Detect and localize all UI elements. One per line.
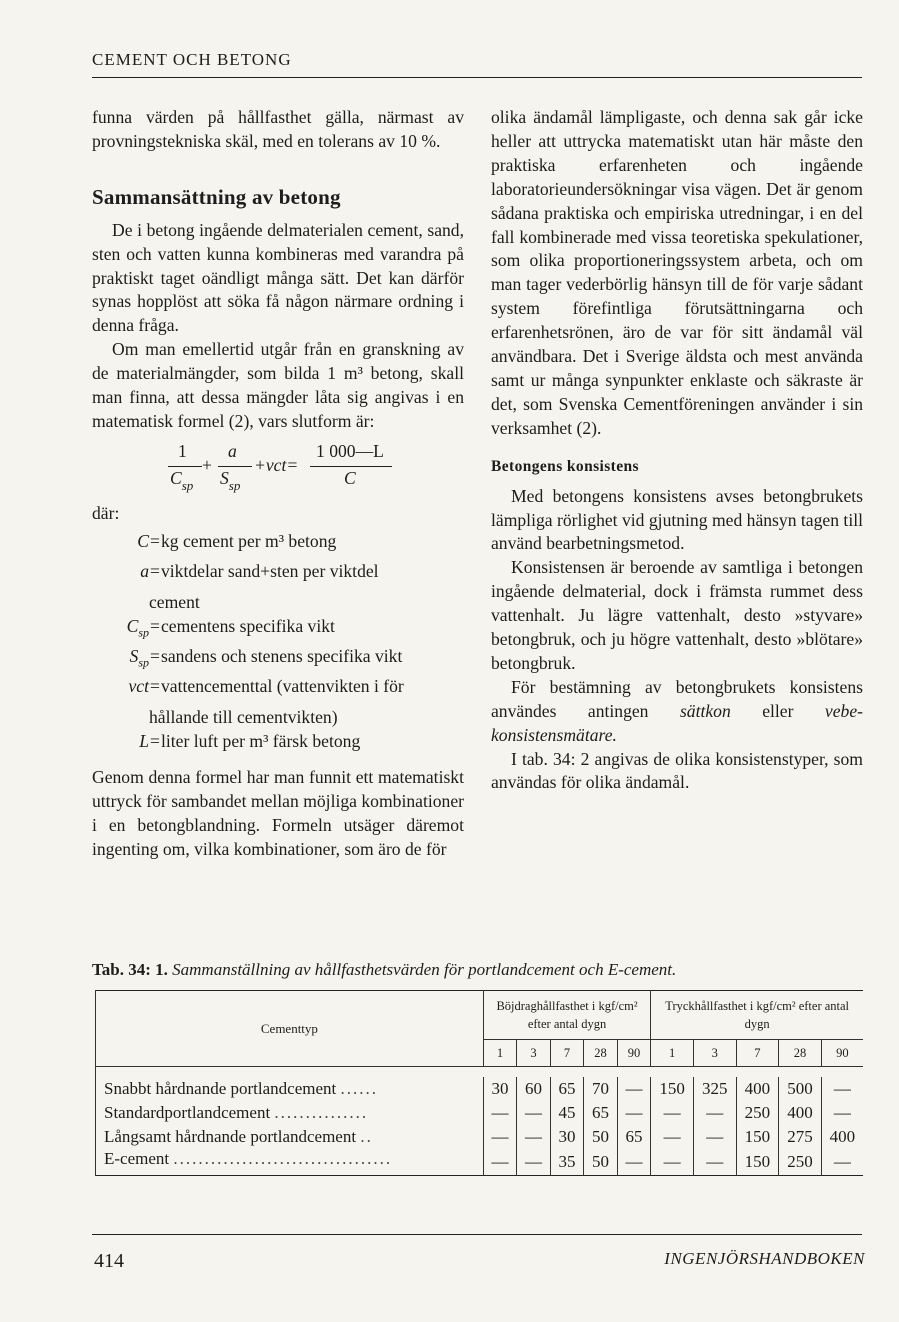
table-cell: 250 — [779, 1149, 822, 1176]
column-header-bending: Böjdraghållfasthet i kgf/cm² efter antal dygn — [483, 991, 651, 1040]
footer-rule — [92, 1234, 862, 1235]
table-cell: — — [821, 1149, 863, 1176]
definition-row — [92, 675, 464, 705]
day-header: 3 — [693, 1040, 736, 1067]
table-cell: — — [517, 1149, 551, 1176]
equals-sign: = — [150, 645, 160, 666]
formula-numerator: 1 — [178, 440, 187, 461]
table-cell: 45 — [550, 1101, 584, 1125]
book-title: INGENJÖRSHANDBOKEN — [664, 1249, 865, 1268]
table-cell: — — [651, 1101, 694, 1125]
table-cell: 30 — [550, 1125, 584, 1149]
table-cell: 400 — [736, 1077, 779, 1101]
table-cell: 35 — [550, 1149, 584, 1176]
definition-text: liter luft per m³ färsk betong — [161, 730, 361, 751]
page-number: 414 — [94, 1250, 124, 1272]
definition-text: kg cement per m³ betong — [161, 530, 337, 551]
formula-denominator: $C_{sp}$ — [170, 467, 194, 494]
paragraph: För bestämning av betongbrukets konsistens användes antingen sättkon eller vebe-konsistensmätare. — [491, 676, 863, 745]
right-column — [491, 106, 863, 795]
formula-numerator: 1 000—L — [316, 440, 384, 461]
definition-text: vattencementtal (vattenvikten i för — [161, 676, 404, 697]
strength-table — [95, 990, 863, 1176]
definition-symbol: a — [140, 561, 149, 582]
formula-term: +vct= — [254, 454, 299, 475]
dar-label: där: — [92, 502, 120, 523]
table-cell: — — [483, 1101, 517, 1125]
table-cell: 150 — [736, 1149, 779, 1176]
table-cell: — — [693, 1101, 736, 1125]
paragraph: funna värden på hållfasthet gälla, närmast av provningstekniska skäl, med en tolerans av 10 %. — [92, 107, 464, 151]
equals-sign: = — [150, 676, 160, 697]
left-column — [92, 106, 464, 862]
definition-symbol: vct — [128, 676, 149, 697]
table-cell: 60 — [517, 1077, 551, 1101]
column-header-compression: Tryckhållfasthet i kgf/cm² efter antal dygn — [651, 991, 863, 1040]
definition-row — [92, 615, 464, 645]
definition-text: cementens specifika vikt — [161, 615, 335, 636]
table-cell: 65 — [550, 1077, 584, 1101]
table-number: Tab. 34: 1. — [92, 960, 168, 979]
day-header: 7 — [736, 1040, 779, 1067]
table-cell: 325 — [693, 1077, 736, 1101]
definition-row — [92, 645, 464, 675]
table-cell: 250 — [736, 1101, 779, 1125]
day-header: 28 — [584, 1040, 618, 1067]
row-label: Standardportlandcement ............... — [96, 1101, 484, 1125]
table-cell: — — [693, 1125, 736, 1149]
table-cell: 400 — [821, 1125, 863, 1149]
definition-symbol: L — [139, 730, 149, 751]
row-label: Snabbt hårdnande portlandcement ...... — [96, 1077, 484, 1101]
row-label: Långsamt hårdnande portlandcement .. — [96, 1125, 484, 1149]
paragraph: Om man emellertid utgår från en granskning av de materialmängder, som bilda 1 m³ betong, skall man finna, att dessa mängder låta sig angivas i en matematisk formel (2), vars slutform är: — [92, 339, 464, 431]
paragraph: I tab. 34: 2 angivas de olika konsistenstyper, som användas för olika ändamål. — [491, 748, 863, 793]
paragraph: Med betongens konsistens avses betongbrukets lämpliga rörlighet vid gjutning med hänsyn tagen till använd bearbetningsmetod. — [491, 485, 863, 554]
table-cell: — — [517, 1101, 551, 1125]
day-header: 90 — [821, 1040, 863, 1067]
day-header: 90 — [617, 1040, 651, 1067]
table-cell: — — [651, 1149, 694, 1176]
table-cell: 65 — [584, 1101, 618, 1125]
table-cell: 150 — [736, 1125, 779, 1149]
paragraph: Genom denna formel har man funnit ett matematiskt uttryck för sambandet mellan möjliga kombinationer i en betongblandning. Formeln utsäger däremot ingenting om, vilka kombinationer, som äro de för — [92, 767, 464, 859]
table-cell: — — [483, 1125, 517, 1149]
emphasis-term: sättkon — [679, 700, 731, 721]
table-caption — [92, 960, 862, 980]
table-cell: — — [483, 1149, 517, 1176]
table-cell: 30 — [483, 1077, 517, 1101]
definition-symbol: C — [137, 530, 149, 551]
table-cell: — — [693, 1149, 736, 1176]
section-title: Sammansättning av betong — [92, 184, 341, 209]
definition-row — [92, 530, 464, 560]
table-row — [96, 1125, 864, 1149]
table-cell: 275 — [779, 1125, 822, 1149]
subsection-title: Betongens konsistens — [491, 457, 639, 475]
paragraph: olika ändamål lämpligaste, och denna sak går icke heller att uttrycka matematiskt utan här måste den praktiska erfarenheten och ingående laboratorieundersökningar visa vägen. Det är genom sådana praktiska och empiriska utredningar, i en del fall kombinerade med vissa teoretiska spekulationer, som olika proportioneringssystem arbeta, och om man tager vederbörlig hänsyn till de för varje sådant system förefintliga förutsättningarna och erfarenhetsrönen, äro de var för sitt ändamål väl användbara. Det i Sverige äldsta och mest använda samt ur många synpunkter enklaste och säkraste är det, som Svenska Cementföreningen använder i sin verksamhet (2). — [491, 107, 863, 438]
definition-list — [92, 530, 464, 760]
table-row — [96, 1149, 864, 1176]
equals-sign: = — [150, 730, 160, 751]
table-cell: — — [617, 1149, 651, 1176]
day-header: 7 — [550, 1040, 584, 1067]
header-rule — [92, 77, 862, 78]
table-cell: 400 — [779, 1101, 822, 1125]
table-cell: — — [517, 1125, 551, 1149]
paragraph: De i betong ingående delmaterialen cement, sand, sten och vatten kunna kombineras med varandra på praktiskt taget oändligt många sätt. Det kan därför synas hopplöst att söka få någon närmare ordning i denna fråga. — [92, 219, 464, 336]
table-row — [96, 1101, 864, 1125]
table-title: Sammanställning av hållfasthetsvärden för portlandcement och E-cement. — [172, 960, 677, 979]
equals-sign: = — [150, 615, 160, 636]
definition-symbol: $C_{sp}$ — [126, 615, 149, 640]
definition-text: sandens och stenens specifika vikt — [161, 645, 403, 666]
day-header: 1 — [483, 1040, 517, 1067]
column-header-type: Cementtyp — [96, 991, 484, 1067]
equals-sign: = — [150, 530, 160, 551]
table-row — [96, 1077, 864, 1101]
definition-row — [92, 730, 464, 760]
day-header: 28 — [779, 1040, 822, 1067]
definition-continuation: cement — [149, 591, 200, 612]
table-cell: 150 — [651, 1077, 694, 1101]
table-cell: — — [651, 1125, 694, 1149]
definition-text: viktdelar sand+sten per viktdel — [161, 561, 379, 582]
table-cell: — — [821, 1077, 863, 1101]
table-cell: 500 — [779, 1077, 822, 1101]
table-cell: 70 — [584, 1077, 618, 1101]
table-cell: 65 — [617, 1125, 651, 1149]
definition-continuation: hållande till cementvikten) — [149, 706, 338, 727]
definition-symbol: $S_{sp}$ — [129, 645, 149, 670]
table-cell: 50 — [584, 1149, 618, 1176]
formula-denominator: $S_{sp}$ — [220, 467, 241, 494]
equals-sign: = — [150, 561, 160, 582]
table-cell: — — [617, 1101, 651, 1125]
definition-row — [92, 560, 464, 590]
formula-operator: + — [202, 454, 212, 475]
day-header: 3 — [517, 1040, 551, 1067]
formula-numerator: a — [228, 440, 237, 461]
table-cell: — — [821, 1101, 863, 1125]
emphasis-term: vebe-konsistensmätare. — [491, 700, 863, 745]
running-header: CEMENT OCH BETONG — [92, 50, 292, 69]
formula-denominator: C — [344, 467, 356, 488]
formula — [92, 440, 464, 500]
row-label: E-cement ................................... — [96, 1149, 484, 1176]
table-cell: 50 — [584, 1125, 618, 1149]
table-cell: — — [617, 1077, 651, 1101]
paragraph: Konsistensen är beroende av samtliga i betongen ingående delmaterial, dock i främsta rummet dess vattenhalt. Ju lägre vattenhalt, desto »styvare» betongbruk, och ju högre vattenhalt, desto »blötare» betongbruk. — [491, 557, 863, 673]
day-header: 1 — [651, 1040, 694, 1067]
